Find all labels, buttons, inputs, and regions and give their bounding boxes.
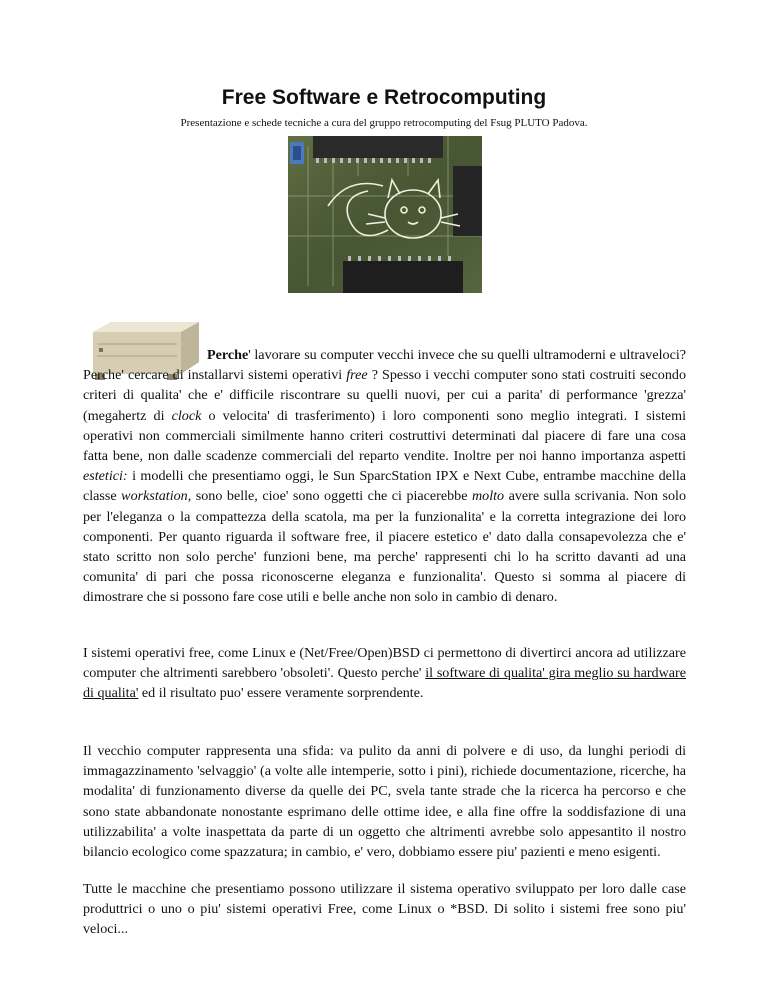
lead-word: Perche [207, 347, 249, 363]
paragraph-sistemi-free: I sistemi operativi free, come Linux e (Net/Free/Open)BSD ci permettono di divertirci ancora ad utilizzare computer che altrimenti sarebbero 'obsoleti'. Questo perche' il software di qualita' gira meglio su hardware di qualita' ed il risultato puo' essere veramente sorprendente. [83, 645, 686, 702]
document-title: Free Software e Retrocomputing [221, 86, 547, 109]
paragraph-macchine: Tutte le macchine che presentiamo possono utilizzare il sistema operativo sviluppato per loro dalle case produttrici o uno o piu' sistemi operativi Free, come Linux o *BSD. Di solito i sistemi free sono piu' veloci... [83, 881, 686, 938]
paragraph-sfida: Il vecchio computer rappresenta una sfida: va pulito da anni di polvere e di uso, da lunghi periodi di immagazzinamento 'selvaggio' (a volte alle intemperie, sotto i pini), richiede documentazione, ricerche, ha modalita' di funzionamento diverse da quelle dei PC, svela tante strade che la ricerca ha percorso e che sono state abbandonate nonostante esprimano delle ottime idee, e alla fine offre la soddisfazione di una utilizzabilita' a volte inaspettata da parte di un oggetto che altrimenti avrebbe solo appesantito il nostro bilancio ecologico come spazzatura; in cambio, e' vero, dobbiamo essere piu' pazienti e meno esigenti. [83, 743, 686, 861]
underlined-phrase: il software di qualita' gira meglio su hardware di qualita' [83, 665, 686, 702]
circuit-board-image [288, 136, 482, 293]
paragraph-perche: Perche' lavorare su computer vecchi invece che su quelli ultramoderni e ultraveloci? Perche' cercare di installarvi sistemi operativi free ? Spesso i vecchi computer sono stati costruiti secondo criteri di qualita' che e' difficile riscontrare su quelli nuovi, per cui a parita' di performance 'grezza' (megahertz di clock o velocita' di trasferimento) i loro componenti sono meglio integrati. I sistemi operativi non commerciali similmente hanno criteri costruttivi determinati dal piacere di fare una cosa fatta bene, non dalle scadenze commerciali del reparto vendite. Inoltre per noi hanno importanza aspetti estetici: i modelli che presentiamo oggi, le Sun SparcStation IPX e Next Cube, entrambe macchine della classe workstation, sono belle, cioe' sono oggetti che ci piacerebbe molto avere sulla scrivania. Non solo per l'eleganza o la compattezza della scatola, ma per la funzionalita' e la corretta integrazione dei loro componenti. Per quanto riguarda il software free, il piacere estetico e' dato dalla consapevolezza che e' stato scritto non solo perche' funzioni bene, ma perche' rappresenti chi lo ha scritto davanti ad una comunita' di pari che possa riconoscerne eleganza e funzionalita'. Questo si somma al piacere di dimostrare che si possono fare cose utili e belle anche non solo in cambio di denaro. [83, 347, 687, 606]
document-subtitle: Presentazione e schede tecniche a cura del gruppo retrocomputing del Fsug PLUTO Padova. [180, 117, 588, 129]
